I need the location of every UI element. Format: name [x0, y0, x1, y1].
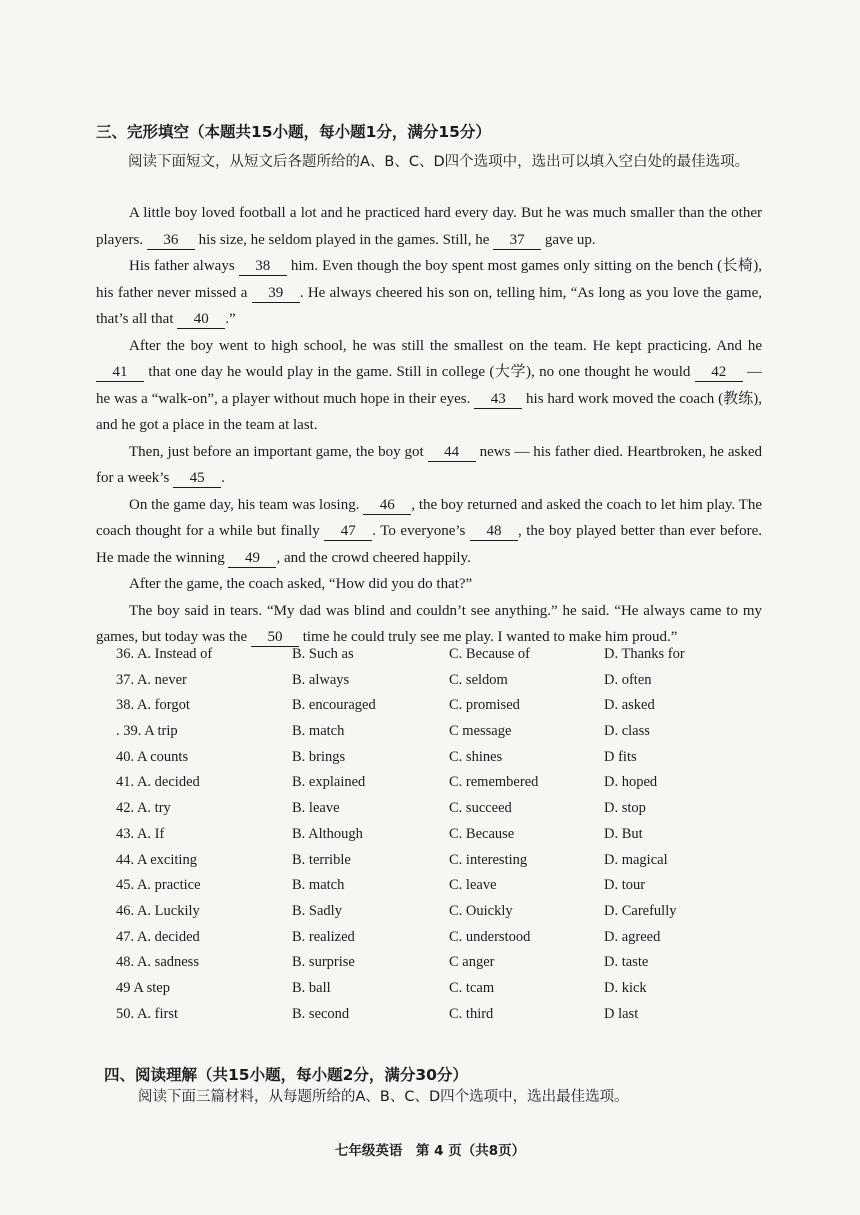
section-3-instruction: 阅读下面短文，从短文后各题所给的A、B、C、D四个选项中，选出可以填入空白处的最佳选项。 — [128, 154, 750, 170]
option-d: D. Carefully — [604, 902, 677, 919]
paragraph-text: . To everyone’s — [372, 523, 466, 539]
option-b: B. explained — [292, 774, 366, 791]
option-a: 49 A step — [116, 979, 170, 996]
paragraph-2 — [96, 253, 762, 333]
option-a: 42. A. try — [116, 800, 171, 817]
paragraph-4 — [96, 439, 762, 492]
option-c: C. promised — [449, 697, 520, 714]
option-c: C message — [449, 723, 512, 740]
option-c: C. Because of — [449, 646, 530, 662]
option-a: 47. A. decided — [116, 928, 200, 945]
option-row — [0, 903, 860, 929]
option-d: D. Thanks for — [604, 646, 685, 662]
paragraph-text: After the boy went to high school, he was still the smallest on the team. He kept practicing. And he — [129, 337, 762, 354]
blank-45: 45 — [173, 470, 221, 488]
option-d: D. often — [604, 671, 652, 688]
paragraph-text: . — [221, 470, 225, 486]
section-3-title: 三、完形填空（本题共15小题，每小题1分，满分15分） — [96, 123, 491, 141]
option-c: C. understood — [449, 928, 531, 945]
option-row — [0, 877, 860, 903]
option-row — [0, 954, 860, 980]
option-a: 37. A. never — [116, 671, 187, 688]
option-d: D. asked — [604, 697, 655, 714]
option-b: B. Sadly — [292, 902, 342, 919]
blank-48: 48 — [470, 523, 518, 541]
option-b: B. second — [292, 1005, 350, 1022]
option-b: B. surprise — [292, 954, 355, 971]
blank-47: 47 — [324, 523, 372, 541]
option-b: B. ball — [292, 979, 331, 996]
paragraph-text: him. Even though the boy spent most games only sitting on the bench (长椅), his father never missed a — [96, 258, 763, 301]
option-b: B. match — [292, 877, 345, 894]
option-b: B. terrible — [292, 851, 351, 868]
option-a: 50. A. first — [116, 1005, 179, 1022]
blank-44: 44 — [428, 444, 476, 462]
option-d: D. magical — [604, 851, 668, 868]
option-row — [0, 749, 860, 775]
blank-37: 37 — [493, 232, 541, 250]
paragraph-text: The boy said in tears. “My dad was blind and couldn’t see anything.” he said. “He always came to my games, but today was the — [96, 602, 762, 645]
paragraph-text: — he was a “walk-on”, a player without much hope in their eyes. — [96, 364, 763, 407]
blank-41: 41 — [96, 364, 144, 382]
option-d: D. class — [604, 723, 650, 740]
paragraph-text: On the game day, his team was losing. — [129, 496, 360, 513]
blank-46: 46 — [363, 497, 411, 515]
blank-50: 50 — [251, 629, 299, 647]
blank-43: 43 — [474, 391, 522, 409]
option-a: 44. A exciting — [116, 851, 197, 868]
paragraph-text: His father always — [129, 258, 235, 274]
paragraph-text: that one day he would play in the game. Still in college (大学), no one thought he would — [148, 364, 691, 380]
option-c: C. succeed — [449, 800, 512, 817]
option-c: C. tcam — [449, 979, 495, 996]
option-row — [0, 980, 860, 1006]
option-c: C anger — [449, 954, 495, 971]
option-c: C. remembered — [449, 774, 539, 791]
blank-42: 42 — [695, 364, 743, 382]
blank-39: 39 — [252, 285, 300, 303]
paragraph-6 — [96, 571, 762, 598]
option-d: D. tour — [604, 877, 646, 894]
option-a: . 39. A trip — [116, 723, 178, 740]
option-c: C. leave — [449, 877, 497, 894]
option-a: 45. A. practice — [116, 877, 201, 894]
paragraph-text: news — his father died. Heartbroken, he asked for a week’s — [96, 443, 763, 486]
option-row — [0, 800, 860, 826]
option-a: 43. A. If — [116, 825, 165, 842]
option-row — [0, 646, 860, 672]
cloze-passage — [96, 200, 762, 651]
option-row — [0, 774, 860, 800]
blank-40: 40 — [177, 311, 225, 329]
blank-38: 38 — [239, 258, 287, 276]
paragraph-text: , the boy played better than ever before. He made the winning — [96, 523, 762, 566]
page-footer: 七年级英语 第 4 页（共8页） — [334, 1143, 526, 1159]
option-row — [0, 852, 860, 878]
option-c: C. interesting — [449, 851, 528, 868]
blank-36: 36 — [147, 232, 195, 250]
paragraph-text: time he could truly see me play. I wanted to make him proud.” — [302, 629, 678, 645]
paragraph-text: Then, just before an important game, the boy got — [129, 443, 424, 460]
section-4-title: 四、阅读理解（共15小题，每小题2分，满分30分） — [104, 1066, 468, 1084]
paragraph-7 — [96, 598, 762, 651]
answer-options — [0, 646, 860, 1031]
option-b: B. match — [292, 723, 345, 740]
option-a: 46. A. Luckily — [116, 902, 200, 919]
paragraph-text: , the boy returned and asked the coach to let him play. The coach thought for a while but finally — [96, 496, 763, 539]
paragraph-text: A little boy loved football a lot and he practiced hard every day. But he was much smaller than the other players. — [96, 205, 762, 248]
section-4-instruction: 阅读下面三篇材料，从每题所给的A、B、C、D四个选项中，选出最佳选项。 — [138, 1089, 629, 1105]
paragraph-text: .” — [225, 311, 236, 327]
option-row — [0, 723, 860, 749]
option-d: D. taste — [604, 954, 649, 971]
option-row — [0, 697, 860, 723]
paragraph-3 — [96, 333, 762, 439]
option-b: B. realized — [292, 928, 355, 945]
option-d: D last — [604, 1005, 639, 1022]
option-b: B. leave — [292, 800, 340, 817]
option-d: D. stop — [604, 800, 646, 817]
option-row — [0, 672, 860, 698]
option-d: D. But — [604, 825, 643, 842]
option-c: C. Ouickly — [449, 902, 513, 919]
paragraph-text: gave up. — [544, 231, 596, 248]
option-b: B. Although — [292, 825, 363, 842]
option-a: 48. A. sadness — [116, 954, 199, 971]
option-row — [0, 929, 860, 955]
option-a: 38. A. forgot — [116, 697, 190, 714]
paragraph-text: After the game, the coach asked, “How did you do that?” — [129, 576, 473, 592]
option-c: C. shines — [449, 748, 503, 765]
option-b: B. Such as — [292, 646, 354, 662]
option-row — [0, 1006, 860, 1032]
option-c: C. seldom — [449, 671, 508, 688]
option-d: D. kick — [604, 979, 647, 996]
option-a: 36. A. Instead of — [116, 646, 213, 662]
option-c: C. Because — [449, 825, 515, 842]
paragraph-1 — [96, 200, 762, 253]
paragraph-text: his hard work moved the coach (教练), and he got a place in the team at last. — [96, 390, 763, 433]
option-d: D fits — [604, 748, 637, 765]
option-b: B. always — [292, 671, 350, 688]
paragraph-text: . He always cheered his son on, telling him, “As long as you love the game, that’s all that — [96, 284, 762, 327]
option-row — [0, 826, 860, 852]
option-c: C. third — [449, 1005, 494, 1022]
blank-49: 49 — [228, 550, 276, 568]
option-b: B. encouraged — [292, 697, 376, 714]
paragraph-5 — [96, 492, 762, 572]
paragraph-text: his size, he seldom played in the games. Still, he — [198, 231, 490, 248]
option-a: 40. A counts — [116, 748, 189, 765]
option-b: B. brings — [292, 748, 346, 765]
option-d: D. agreed — [604, 928, 661, 945]
paragraph-text: , and the crowd cheered happily. — [276, 549, 471, 566]
option-d: D. hoped — [604, 774, 658, 791]
option-a: 41. A. decided — [116, 774, 200, 791]
